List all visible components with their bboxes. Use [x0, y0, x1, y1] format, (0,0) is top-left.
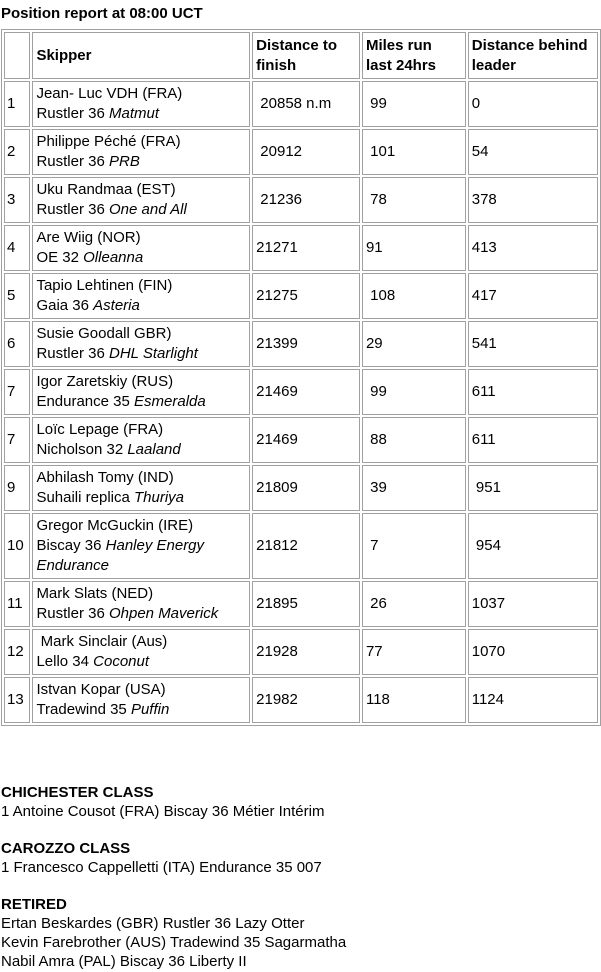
skipper-cell	[32, 177, 250, 223]
skipper-cell	[32, 581, 250, 627]
header-rank	[4, 32, 30, 79]
boat-model: Biscay 36	[36, 537, 106, 554]
distance-behind-cell: 541	[468, 321, 598, 367]
distance-behind-cell: 0	[468, 81, 598, 127]
header-distance-to-finish: Distance to finish	[252, 32, 360, 79]
boat-name: Matmut	[108, 105, 159, 122]
table-row	[4, 273, 598, 319]
distance-behind-cell: 413	[468, 225, 598, 271]
table-row	[4, 513, 598, 579]
skipper-name: Gregor McGuckin (IRE)	[36, 517, 194, 534]
retired-entry: Ertan Beskardes (GBR) Rustler 36 Lazy Otter	[1, 915, 305, 932]
distance-to-finish-cell: 21895	[252, 581, 360, 627]
table-header-row	[4, 32, 598, 79]
skipper-cell	[32, 677, 250, 723]
table-row	[4, 629, 598, 675]
skipper-name: Abhilash Tomy (IND)	[36, 469, 174, 486]
skipper-name: Mark Slats (NED)	[36, 585, 154, 602]
distance-to-finish-cell: 20912	[252, 129, 360, 175]
boat-model: Rustler 36	[36, 605, 109, 622]
miles-run-cell: 39	[362, 465, 466, 511]
skipper-name: Jean- Luc VDH (FRA)	[36, 85, 183, 102]
skipper-cell	[32, 321, 250, 367]
header-skipper: Skipper	[32, 32, 250, 79]
miles-run-cell: 78	[362, 177, 466, 223]
table-body	[4, 81, 598, 723]
boat-name: Hanley Energy Endurance	[36, 537, 205, 574]
skipper-name: Uku Randmaa (EST)	[36, 181, 176, 198]
boat-name: Laaland	[127, 441, 181, 458]
rank-cell: 10	[4, 513, 30, 579]
distance-behind-cell: 1070	[468, 629, 598, 675]
retired-entry: Kevin Farebrother (AUS) Tradewind 35 Sagarmatha	[1, 934, 347, 951]
table-row	[4, 81, 598, 127]
boat-name: Coconut	[93, 653, 150, 670]
carozzo-class-entry: 1 Francesco Cappelletti (ITA) Endurance 35 007	[1, 859, 322, 876]
miles-run-cell: 91	[362, 225, 466, 271]
skipper-name: Susie Goodall GBR)	[36, 325, 172, 342]
skipper-cell	[32, 225, 250, 271]
boat-model: OE 32	[36, 249, 84, 266]
miles-run-cell: 77	[362, 629, 466, 675]
miles-run-cell: 26	[362, 581, 466, 627]
table-row	[4, 417, 598, 463]
retired-title: RETIRED	[1, 896, 67, 913]
distance-to-finish-cell: 21469	[252, 369, 360, 415]
miles-run-cell: 118	[362, 677, 466, 723]
distance-behind-cell: 954	[468, 513, 598, 579]
distance-to-finish-cell: 21275	[252, 273, 360, 319]
boat-model: Rustler 36	[36, 105, 109, 122]
distance-behind-cell: 951	[468, 465, 598, 511]
skipper-name: Igor Zaretskiy (RUS)	[36, 373, 174, 390]
distance-to-finish-cell: 21928	[252, 629, 360, 675]
boat-model: Gaia 36	[36, 297, 94, 314]
rank-cell: 3	[4, 177, 30, 223]
boat-name: DHL Starlight	[108, 345, 198, 362]
distance-to-finish-cell: 21469	[252, 417, 360, 463]
table-row	[4, 225, 598, 271]
distance-behind-cell: 54	[468, 129, 598, 175]
distance-to-finish-cell: 21399	[252, 321, 360, 367]
chichester-class-section	[1, 783, 324, 821]
table-row	[4, 465, 598, 511]
header-distance-behind: Distance behind leader	[468, 32, 598, 79]
miles-run-cell: 88	[362, 417, 466, 463]
miles-run-cell: 7	[362, 513, 466, 579]
skipper-cell	[32, 129, 250, 175]
rank-cell: 7	[4, 369, 30, 415]
page-title: Position report at 08:00 UCT	[1, 5, 203, 22]
skipper-name: Mark Sinclair (Aus)	[36, 633, 168, 650]
boat-model: Lello 34	[36, 653, 94, 670]
table-row	[4, 677, 598, 723]
rank-cell: 4	[4, 225, 30, 271]
distance-behind-cell: 611	[468, 369, 598, 415]
retired-section	[1, 895, 346, 971]
skipper-name: Tapio Lehtinen (FIN)	[36, 277, 173, 294]
skipper-cell	[32, 417, 250, 463]
boat-name: Thuriya	[134, 489, 185, 506]
table-row	[4, 177, 598, 223]
boat-model: Tradewind 35	[36, 701, 131, 718]
distance-behind-cell: 611	[468, 417, 598, 463]
distance-to-finish-cell: 21809	[252, 465, 360, 511]
rank-cell: 5	[4, 273, 30, 319]
miles-run-cell: 99	[362, 369, 466, 415]
distance-behind-cell: 1124	[468, 677, 598, 723]
retired-entry: Nabil Amra (PAL) Biscay 36 Liberty II	[1, 953, 247, 970]
boat-name: Ohpen Maverick	[108, 605, 219, 622]
rank-cell: 12	[4, 629, 30, 675]
skipper-name: Are Wiig (NOR)	[36, 229, 141, 246]
distance-to-finish-cell: 21982	[252, 677, 360, 723]
chichester-class-title: CHICHESTER CLASS	[1, 784, 154, 801]
table-row	[4, 129, 598, 175]
distance-behind-cell: 417	[468, 273, 598, 319]
skipper-cell	[32, 629, 250, 675]
boat-name: Puffin	[130, 701, 170, 718]
skipper-cell	[32, 273, 250, 319]
header-miles-run: Miles run last 24hrs	[362, 32, 466, 79]
rank-cell: 13	[4, 677, 30, 723]
carozzo-class-title: CAROZZO CLASS	[1, 840, 131, 857]
skipper-name: Philippe Péché (FRA)	[36, 133, 181, 150]
miles-run-cell: 99	[362, 81, 466, 127]
skipper-name: Loïc Lepage (FRA)	[36, 421, 164, 438]
skipper-cell	[32, 81, 250, 127]
table-row	[4, 581, 598, 627]
rank-cell: 2	[4, 129, 30, 175]
rank-cell: 6	[4, 321, 30, 367]
rank-cell: 11	[4, 581, 30, 627]
distance-to-finish-cell: 20858 n.m	[252, 81, 360, 127]
skipper-cell	[32, 513, 250, 579]
distance-behind-cell: 1037	[468, 581, 598, 627]
rank-cell: 1	[4, 81, 30, 127]
boat-model: Rustler 36	[36, 201, 109, 218]
boat-model: Rustler 36	[36, 153, 109, 170]
distance-to-finish-cell: 21236	[252, 177, 360, 223]
boat-name: Asteria	[93, 297, 140, 314]
rank-cell: 7	[4, 417, 30, 463]
boat-model: Rustler 36	[36, 345, 109, 362]
position-table	[1, 29, 601, 726]
boat-name: One and All	[108, 201, 187, 218]
table-row	[4, 321, 598, 367]
miles-run-cell: 29	[362, 321, 466, 367]
skipper-cell	[32, 465, 250, 511]
skipper-cell	[32, 369, 250, 415]
boat-model: Nicholson 32	[36, 441, 128, 458]
miles-run-cell: 101	[362, 129, 466, 175]
boat-name: Esmeralda	[134, 393, 206, 410]
chichester-class-entry: 1 Antoine Cousot (FRA) Biscay 36 Métier Intérim	[1, 803, 325, 820]
distance-behind-cell: 378	[468, 177, 598, 223]
table-row	[4, 369, 598, 415]
boat-name: PRB	[108, 153, 140, 170]
boat-name: Olleanna	[83, 249, 144, 266]
boat-model: Suhaili replica	[36, 489, 134, 506]
distance-to-finish-cell: 21271	[252, 225, 360, 271]
miles-run-cell: 108	[362, 273, 466, 319]
distance-to-finish-cell: 21812	[252, 513, 360, 579]
skipper-name: Istvan Kopar (USA)	[36, 681, 166, 698]
carozzo-class-section	[1, 839, 322, 877]
rank-cell: 9	[4, 465, 30, 511]
boat-model: Endurance 35	[36, 393, 135, 410]
